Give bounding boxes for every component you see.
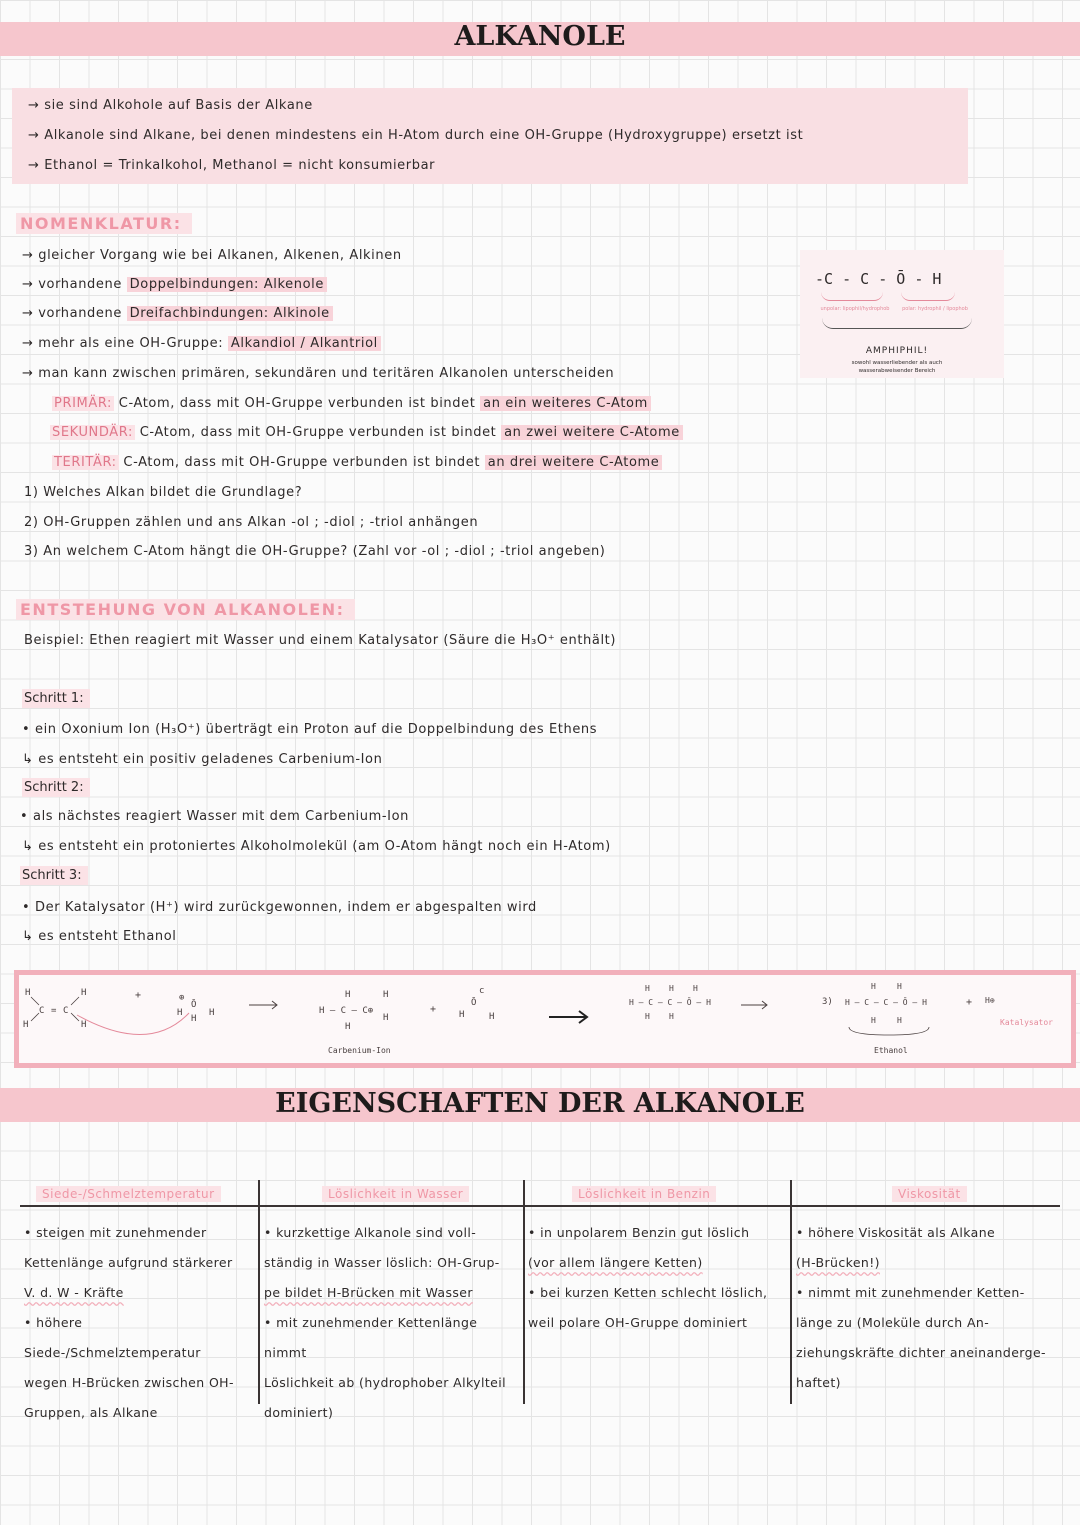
svg-text:C: C	[63, 1006, 69, 1016]
reaction-plus-1: +	[135, 990, 142, 1001]
svg-text:H: H	[177, 1008, 183, 1018]
nomen-line-5: → man kann zwischen primären, sekundären und teritären Alkanolen unterscheiden	[22, 366, 615, 381]
unpolar-note: unpolar: lipophil/hydrophob	[820, 306, 890, 312]
svg-text:H: H	[209, 1008, 215, 1018]
svg-text:H: H	[81, 1020, 87, 1030]
water-molecule	[459, 986, 494, 1022]
svg-text:H: H	[345, 1022, 351, 1032]
amphiphil-label: AMPHIPHIL!	[865, 346, 929, 356]
intro-line-3: → Ethanol = Trinkalkohol, Methanol = nicht konsumierbar	[28, 158, 436, 173]
col-header-viskositaet: Viskosität	[892, 1186, 967, 1202]
nomen-line-2: → vorhandene Doppelbindungen: Alkenole	[22, 277, 327, 292]
amphiphil-formula: -C - C - Ō - H	[815, 270, 942, 288]
schritt-1-line-1: • ein Oxonium Ion (H₃O⁺) überträgt ein Proton auf die Doppelbindung des Ethens	[22, 722, 598, 737]
eigenschaften-title: EIGENSCHAFTEN DER ALKANOLE	[275, 1088, 805, 1119]
svg-text:Ō: Ō	[471, 998, 477, 1008]
amphiphil-brace	[822, 318, 972, 329]
proton-arrow	[77, 1013, 189, 1035]
ethanol-label: Ethanol	[874, 1046, 908, 1055]
svg-text:H: H	[897, 982, 902, 991]
col-header-wasser: Löslichkeit in Wasser	[322, 1186, 469, 1202]
reaction-plus-2: +	[430, 1004, 437, 1015]
schritt-2-line-2: ↳ es entsteht ein protoniertes Alkoholmolekül (am O-Atom hängt noch ein H-Atom)	[22, 839, 611, 854]
intro-line-2: → Alkanole sind Alkane, bei denen mindestens ein H-Atom durch eine OH-Gruppe (Hydroxygruppe) ersetzt ist	[28, 128, 804, 143]
nomenklatur-heading: NOMENKLATUR:	[16, 213, 192, 234]
svg-text:H: H	[645, 984, 650, 993]
svg-text:H: H	[383, 1013, 389, 1023]
katalysator-label: Katalysator	[1000, 1018, 1053, 1027]
schritt-3-line-2: ↳ es entsteht Ethanol	[22, 929, 177, 944]
reaction-drawing	[19, 975, 1061, 1055]
svg-text:H: H	[81, 988, 87, 998]
step3-marker: 3)	[822, 997, 833, 1007]
svg-text:H: H	[871, 1016, 876, 1025]
svg-text:H: H	[345, 990, 351, 1000]
svg-text:C: C	[39, 1006, 45, 1016]
svg-text:H⊕: H⊕	[985, 996, 995, 1005]
svg-text:H: H	[669, 1012, 674, 1021]
svg-text:H: H	[897, 1016, 902, 1025]
schritt-1-line-2: ↳ es entsteht ein positiv geladenes Carbenium-Ion	[22, 752, 383, 767]
naming-step-1: 1) Welches Alkan bildet die Grundlage?	[24, 485, 303, 500]
col-header-siede: Siede-/Schmelztemperatur	[36, 1186, 221, 1202]
amphiphil-sub-2: wasserabweisender Bereich	[858, 368, 936, 374]
schritt-1-label: Schritt 1:	[22, 689, 90, 708]
svg-text:H – C – C⊕: H – C – C⊕	[319, 1006, 374, 1016]
schritt-3-label: Schritt 3:	[20, 866, 88, 885]
cell-siede: • steigen mit zunehmender Kettenlänge aufgrund stärkerer V. d. W - Kräfte • höhere Siede-/Schmelztemperatur wegen H-Brücken zwischen OH- Gruppen, als Alkane	[24, 1225, 234, 1420]
beispiel-line: Beispiel: Ethen reagiert mit Wasser und einem Katalysator (Säure die H₃O⁺ enthält)	[24, 633, 617, 648]
ethanol-molecule	[845, 982, 995, 1025]
unpolar-brace	[821, 292, 883, 301]
carbenium-label: Carbenium-Ion	[328, 1046, 391, 1055]
ethene-molecule	[23, 988, 86, 1030]
reaction-plus-3: +	[966, 997, 973, 1008]
svg-text:H: H	[645, 1012, 650, 1021]
ethanol-brace	[849, 1027, 929, 1035]
amphiphil-sub-1: sowohl wasserliebender als auch	[851, 360, 943, 366]
polar-note: polar: hydrophil / lipophob	[902, 306, 968, 312]
svg-text:⊕: ⊕	[179, 993, 185, 1003]
type-primaer: PRIMÄR: C-Atom, dass mit OH-Gruppe verbunden ist bindet an ein weiteres C-Atom	[52, 396, 651, 411]
naming-step-3: 3) An welchem C-Atom hängt die OH-Gruppe? (Zahl vor -ol ; -diol ; -triol angeben)	[24, 544, 606, 559]
svg-text:H: H	[191, 1014, 197, 1024]
svg-text:H: H	[871, 982, 876, 991]
cell-wasser: • kurzkettige Alkanole sind voll- ständig in Wasser löslich: OH-Grup- pe bildet H-Brücken mit Wasser • mit zunehmender Kettenlänge nimmt Löslichkeit ab (hydrophober Alkylteil dominiert)	[264, 1225, 506, 1420]
entstehung-heading: ENTSTEHUNG VON ALKANOLEN:	[16, 599, 355, 620]
schritt-3-line-1: • Der Katalysator (H⁺) wird zurückgewonnen, indem er abgespalten wird	[22, 900, 537, 915]
svg-text:=: =	[51, 1006, 57, 1016]
naming-step-2: 2) OH-Gruppen zählen und ans Alkan -ol ; -diol ; -triol anhängen	[24, 515, 479, 530]
table-divider-1	[258, 1180, 260, 1404]
svg-text:H: H	[489, 1012, 495, 1022]
col-header-benzin: Löslichkeit in Benzin	[572, 1186, 716, 1202]
schritt-2-label: Schritt 2:	[22, 778, 90, 797]
svg-text:H: H	[23, 1020, 29, 1030]
table-header-line	[20, 1205, 1060, 1207]
type-sekundaer: SEKUNDÄR: C-Atom, dass mit OH-Gruppe verbunden ist bindet an zwei weitere C-Atome	[50, 425, 683, 440]
nomen-line-1: → gleicher Vorgang wie bei Alkanen, Alkenen, Alkinen	[22, 248, 402, 263]
protonated-alcohol	[629, 984, 711, 1021]
schritt-2-line-1: • als nächstes reagiert Wasser mit dem Carbenium-Ion	[20, 809, 409, 824]
svg-text:c: c	[479, 986, 485, 996]
page-title: ALKANOLE	[454, 21, 626, 52]
svg-text:H: H	[383, 990, 389, 1000]
svg-text:H – C – C – Ō – H: H – C – C – Ō – H	[845, 998, 927, 1007]
type-teritaer: TERITÄR: C-Atom, dass mit OH-Gruppe verbunden ist bindet an drei weitere C-Atome	[52, 455, 662, 470]
nomen-line-3: → vorhandene Dreifachbindungen: Alkinole	[22, 306, 333, 321]
svg-text:H: H	[693, 984, 698, 993]
svg-text:H: H	[25, 988, 31, 998]
cell-benzin: • in unpolarem Benzin gut löslich (vor allem längere Ketten) • bei kurzen Ketten schlecht löslich, weil polare OH-Gruppe dominiert	[528, 1225, 768, 1330]
cell-viskositaet: • höhere Viskosität als Alkane (H-Brücken!) • nimmt mit zunehmender Ketten- länge zu (Moleküle durch An- ziehungskräfte dichter aneinanderge- haftet)	[796, 1225, 1046, 1390]
svg-text:H: H	[459, 1010, 465, 1020]
svg-text:Ō: Ō	[191, 1000, 197, 1010]
table-divider-3	[790, 1180, 792, 1404]
table-divider-2	[523, 1180, 525, 1404]
nomen-line-4: → mehr als eine OH-Gruppe: Alkandiol / Alkantriol	[22, 336, 381, 351]
carbenium-ion	[319, 990, 388, 1032]
polar-brace	[901, 292, 955, 301]
svg-text:H – C – C – Ō – H: H – C – C – Ō – H	[629, 998, 711, 1007]
intro-line-1: → sie sind Alkohole auf Basis der Alkane	[28, 98, 313, 113]
svg-text:H: H	[669, 984, 674, 993]
